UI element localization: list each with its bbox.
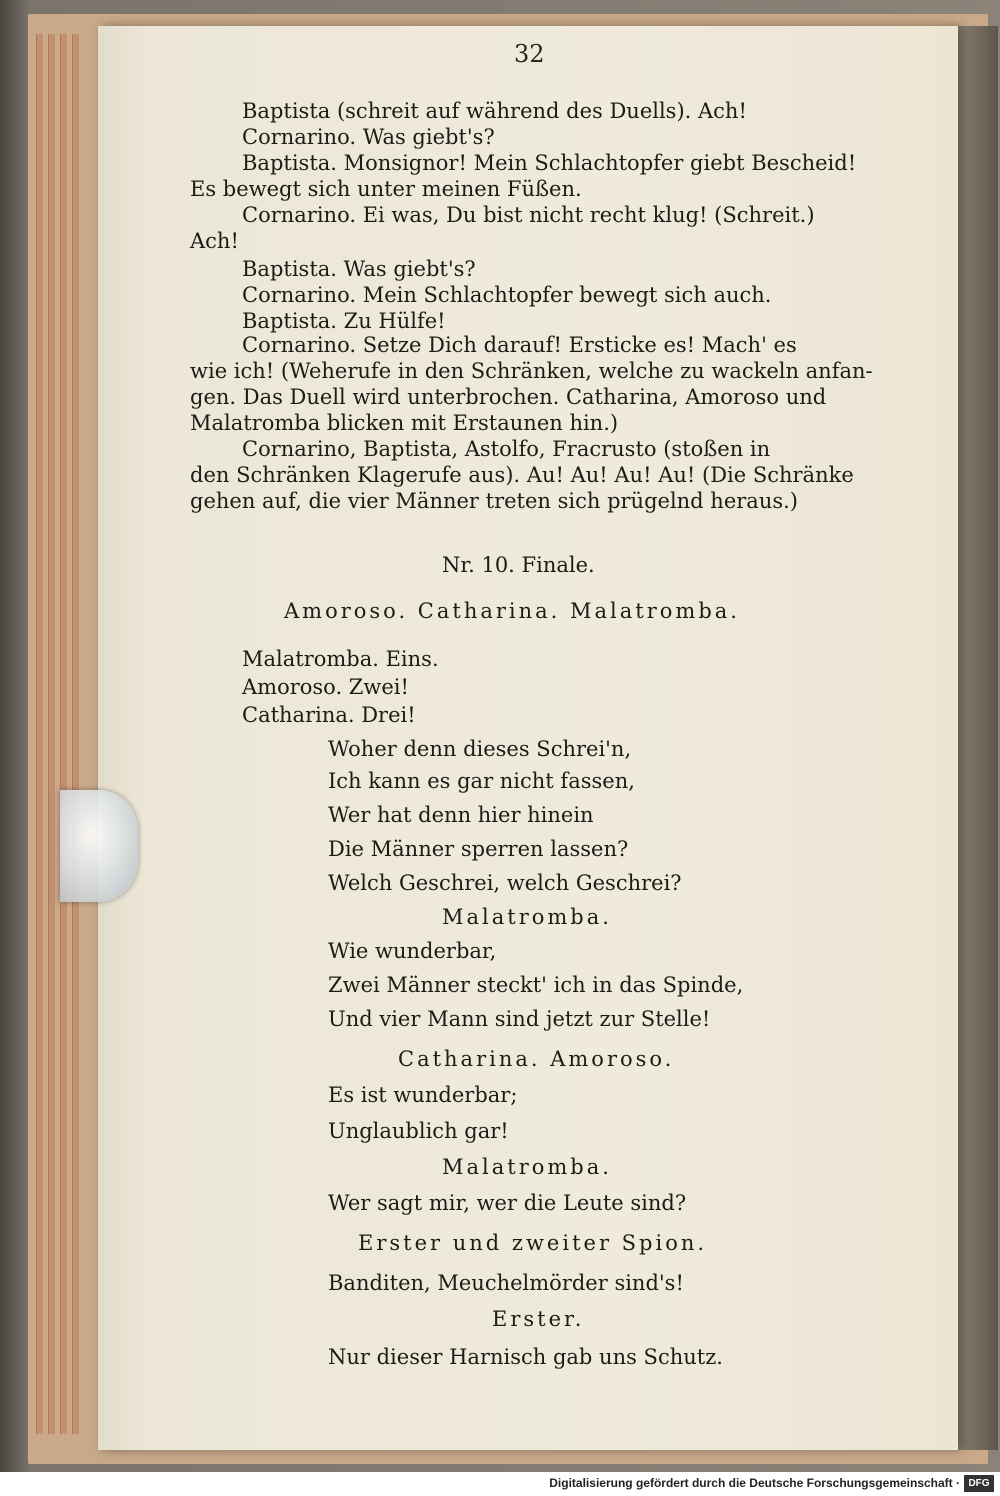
footer-bar [0,1472,1000,1496]
page-edge [60,34,67,1434]
verse-line: Die Männer sperren lassen? [328,837,629,861]
text-line: Malatromba. Eins. [242,647,439,671]
page-number: 32 [514,40,545,68]
text-line: Baptista. Monsignor! Mein Schlachtopfer giebt Bescheid! [242,151,857,175]
verse-line: Welch Geschrei, welch Geschrei? [328,871,682,895]
speaker-heading: Catharina. Amoroso. [398,1047,675,1071]
text-line: Es bewegt sich unter meinen Füßen. [190,177,582,201]
verse-line: Wie wunderbar, [328,939,497,963]
verse-line: Unglaublich gar! [328,1119,509,1143]
text-line: gehen auf, die vier Männer treten sich prügelnd heraus.) [190,489,798,513]
verse-line: Ich kann es gar nicht fassen, [328,769,635,793]
dfg-logo: DFG [964,1475,994,1492]
verse-line: Banditen, Meuchelmörder sind's! [328,1271,684,1295]
text-line: Ach! [190,229,239,253]
verse-line: Wer sagt mir, wer die Leute sind? [328,1191,687,1215]
page-edge [48,34,55,1434]
page-edge [72,34,79,1434]
text-line: Catharina. Drei! [242,703,416,727]
text-line: Cornarino. Mein Schlachtopfer bewegt sich auch. [242,283,772,307]
text-line: Cornarino, Baptista, Astolfo, Fracrusto (stoßen in [242,437,771,461]
verse-line: Wer hat denn hier hinein [328,803,594,827]
verse-line: Es ist wunderbar; [328,1083,518,1107]
page-gutter-shadow [958,26,998,1450]
text-line: wie ich! (Weherufe in den Schränken, welche zu wackeln anfan- [190,359,873,383]
speaker-heading: Malatromba. [442,1155,612,1179]
funding-credit: Digitalisierung gefördert durch die Deutsche Forschungsgemeinschaft · [549,1476,960,1490]
verse-line: Und vier Mann sind jetzt zur Stelle! [328,1007,711,1031]
verse-line: Zwei Männer steckt' ich in das Spinde, [328,973,744,997]
text-line: Amoroso. Zwei! [242,675,409,699]
text-line: Baptista (schreit auf während des Duells). Ach! [242,99,747,123]
page-edge [36,34,43,1434]
section-heading: Nr. 10. Finale. [442,553,595,577]
text-line: gen. Das Duell wird unterbrochen. Catharina, Amoroso und [190,385,827,409]
verse-line: Woher denn dieses Schrei'n, [328,737,632,761]
text-line: Cornarino. Ei was, Du bist nicht recht klug! (Schreit.) [242,203,815,227]
verse-line: Nur dieser Harnisch gab uns Schutz. [328,1345,723,1369]
text-line: Baptista. Zu Hülfe! [242,309,446,333]
speaker-heading: Erster und zweiter Spion. [358,1231,708,1255]
text-line: Cornarino. Was giebt's? [242,125,495,149]
page-clip [60,790,138,902]
text-line: Cornarino. Setze Dich darauf! Ersticke es! Mach' es [242,333,797,357]
speaker-heading: Erster. [492,1307,585,1331]
text-line: Baptista. Was giebt's? [242,257,476,281]
text-line: Malatromba blicken mit Erstaunen hin.) [190,411,619,435]
speaker-heading: Malatromba. [442,905,612,929]
text-line: den Schränken Klagerufe aus). Au! Au! Au! Au! (Die Schränke [190,463,854,487]
cast-heading: Amoroso. Catharina. Malatromba. [284,599,740,623]
